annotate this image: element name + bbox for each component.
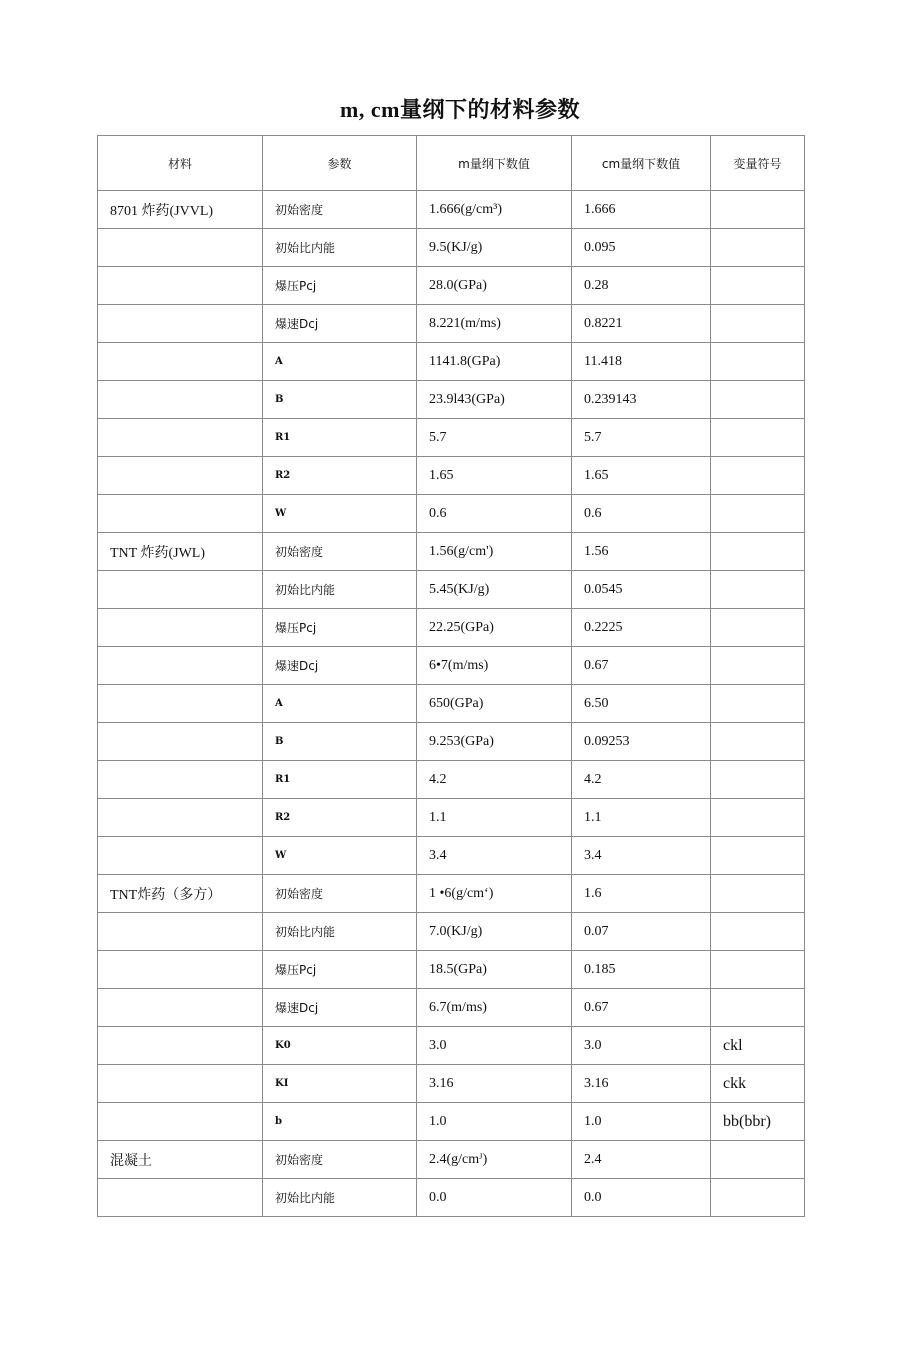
- table-row: [98, 913, 805, 951]
- table-row: [98, 1141, 805, 1179]
- variable-symbol-cell: bb(bbr): [711, 1103, 805, 1141]
- table-row: [98, 495, 805, 533]
- table-row: [98, 191, 805, 229]
- cm-value-cell: 0.8221: [572, 305, 711, 343]
- table-row: [98, 305, 805, 343]
- table-row: [98, 1103, 805, 1141]
- table-row: [98, 229, 805, 267]
- table-row: [98, 343, 805, 381]
- m-value-cell: 5.7: [417, 419, 572, 457]
- cm-value-cell: 3.4: [572, 837, 711, 875]
- variable-symbol-cell: [711, 267, 805, 305]
- m-value-cell: 6.7(m/ms): [417, 989, 572, 1027]
- parameter-cell: 初始比内能: [263, 1179, 417, 1217]
- table-row: [98, 685, 805, 723]
- material-cell: TNT炸药（多方）: [98, 875, 263, 913]
- m-value-cell: 5.45(KJ/g): [417, 571, 572, 609]
- variable-symbol-cell: ckk: [711, 1065, 805, 1103]
- header-row: [98, 136, 805, 191]
- m-value-cell: 9.253(GPa): [417, 723, 572, 761]
- cm-value-cell: 1.666: [572, 191, 711, 229]
- table-row: [98, 837, 805, 875]
- table-row: [98, 647, 805, 685]
- variable-symbol-cell: [711, 1179, 805, 1217]
- variable-symbol-cell: [711, 533, 805, 571]
- parameter-cell: 爆速Dcj: [263, 305, 417, 343]
- header-variable-symbol: 变量符号: [711, 136, 805, 191]
- material-cell: [98, 381, 263, 419]
- table-row: [98, 533, 805, 571]
- material-cell: [98, 647, 263, 685]
- variable-symbol-cell: [711, 1141, 805, 1179]
- variable-symbol-cell: [711, 381, 805, 419]
- m-value-cell: 1.0: [417, 1103, 572, 1141]
- parameter-cell: 初始比内能: [263, 229, 417, 267]
- variable-symbol-cell: [711, 647, 805, 685]
- table-row: [98, 951, 805, 989]
- table-row: [98, 609, 805, 647]
- m-value-cell: 0.6: [417, 495, 572, 533]
- page-title: m, cm量纲下的材料参数: [340, 97, 580, 122]
- material-cell: [98, 1027, 263, 1065]
- variable-symbol-cell: [711, 989, 805, 1027]
- variable-symbol-cell: [711, 229, 805, 267]
- variable-symbol-cell: [711, 875, 805, 913]
- parameter-cell: KI: [263, 1065, 417, 1103]
- m-value-cell: 8.221(m/ms): [417, 305, 572, 343]
- parameter-cell: 爆速Dcj: [263, 647, 417, 685]
- material-cell: [98, 1179, 263, 1217]
- material-cell: [98, 1065, 263, 1103]
- m-value-cell: 18.5(GPa): [417, 951, 572, 989]
- material-cell: [98, 495, 263, 533]
- table-row: [98, 1027, 805, 1065]
- m-value-cell: 28.0(GPa): [417, 267, 572, 305]
- material-cell: [98, 1103, 263, 1141]
- m-value-cell: 2.4(g/cmᴶ): [417, 1141, 572, 1179]
- header-m-value: m量纲下数值: [417, 136, 572, 191]
- cm-value-cell: 11.418: [572, 343, 711, 381]
- m-value-cell: 6•7(m/ms): [417, 647, 572, 685]
- parameter-cell: 爆压Pcj: [263, 609, 417, 647]
- material-parameters-table: [97, 135, 805, 1217]
- m-value-cell: 22.25(GPa): [417, 609, 572, 647]
- variable-symbol-cell: [711, 799, 805, 837]
- variable-symbol-cell: [711, 723, 805, 761]
- cm-value-cell: 3.0: [572, 1027, 711, 1065]
- m-value-cell: 0.0: [417, 1179, 572, 1217]
- header-material: 材料: [98, 136, 263, 191]
- parameter-cell: B: [263, 723, 417, 761]
- parameter-cell: R1: [263, 419, 417, 457]
- variable-symbol-cell: [711, 419, 805, 457]
- table-row: [98, 457, 805, 495]
- variable-symbol-cell: [711, 951, 805, 989]
- cm-value-cell: 0.07: [572, 913, 711, 951]
- table-row: [98, 1179, 805, 1217]
- material-cell: [98, 571, 263, 609]
- cm-value-cell: 4.2: [572, 761, 711, 799]
- cm-value-cell: 0.185: [572, 951, 711, 989]
- parameter-cell: W: [263, 495, 417, 533]
- material-cell: 混凝土: [98, 1141, 263, 1179]
- m-value-cell: 23.9l43(GPa): [417, 381, 572, 419]
- parameter-cell: 爆速Dcj: [263, 989, 417, 1027]
- material-cell: [98, 989, 263, 1027]
- material-cell: TNT 炸药(JWL): [98, 533, 263, 571]
- m-value-cell: 1.56(g/cm'): [417, 533, 572, 571]
- parameter-cell: R1: [263, 761, 417, 799]
- cm-value-cell: 1.56: [572, 533, 711, 571]
- parameter-cell: 初始比内能: [263, 571, 417, 609]
- parameter-cell: 初始密度: [263, 875, 417, 913]
- m-value-cell: 650(GPa): [417, 685, 572, 723]
- cm-value-cell: 0.28: [572, 267, 711, 305]
- variable-symbol-cell: [711, 609, 805, 647]
- variable-symbol-cell: [711, 191, 805, 229]
- cm-value-cell: 0.0545: [572, 571, 711, 609]
- material-cell: [98, 761, 263, 799]
- parameter-cell: R2: [263, 457, 417, 495]
- parameter-cell: 初始比内能: [263, 913, 417, 951]
- m-value-cell: 1.1: [417, 799, 572, 837]
- m-value-cell: 3.4: [417, 837, 572, 875]
- cm-value-cell: 1.65: [572, 457, 711, 495]
- cm-value-cell: 0.0: [572, 1179, 711, 1217]
- material-cell: [98, 305, 263, 343]
- m-value-cell: 3.16: [417, 1065, 572, 1103]
- m-value-cell: 1 •6(g/cm‘): [417, 875, 572, 913]
- cm-value-cell: 1.0: [572, 1103, 711, 1141]
- m-value-cell: 1141.8(GPa): [417, 343, 572, 381]
- parameter-cell: K0: [263, 1027, 417, 1065]
- parameter-cell: A: [263, 685, 417, 723]
- variable-symbol-cell: [711, 571, 805, 609]
- material-cell: [98, 609, 263, 647]
- header-cm-value: cm量纲下数值: [572, 136, 711, 191]
- material-cell: [98, 343, 263, 381]
- table-row: [98, 799, 805, 837]
- cm-value-cell: 2.4: [572, 1141, 711, 1179]
- parameter-cell: 初始密度: [263, 533, 417, 571]
- material-cell: [98, 267, 263, 305]
- material-cell: [98, 799, 263, 837]
- variable-symbol-cell: [711, 913, 805, 951]
- parameter-cell: 爆压Pcj: [263, 267, 417, 305]
- table-row: [98, 571, 805, 609]
- table-row: [98, 875, 805, 913]
- table-row: [98, 419, 805, 457]
- parameter-cell: 初始密度: [263, 191, 417, 229]
- cm-value-cell: 0.67: [572, 989, 711, 1027]
- m-value-cell: 3.0: [417, 1027, 572, 1065]
- material-cell: [98, 685, 263, 723]
- table-row: [98, 1065, 805, 1103]
- cm-value-cell: 0.2225: [572, 609, 711, 647]
- cm-value-cell: 0.239143: [572, 381, 711, 419]
- material-cell: [98, 723, 263, 761]
- cm-value-cell: 0.095: [572, 229, 711, 267]
- variable-symbol-cell: [711, 343, 805, 381]
- m-value-cell: 9.5(KJ/g): [417, 229, 572, 267]
- variable-symbol-cell: [711, 305, 805, 343]
- parameter-cell: W: [263, 837, 417, 875]
- material-cell: [98, 913, 263, 951]
- material-cell: [98, 419, 263, 457]
- table-row: [98, 267, 805, 305]
- cm-value-cell: 3.16: [572, 1065, 711, 1103]
- m-value-cell: 1.65: [417, 457, 572, 495]
- cm-value-cell: 1.6: [572, 875, 711, 913]
- table-row: [98, 761, 805, 799]
- variable-symbol-cell: [711, 495, 805, 533]
- material-cell: 8701 炸药(JVVL): [98, 191, 263, 229]
- material-cell: [98, 951, 263, 989]
- m-value-cell: 7.0(KJ/g): [417, 913, 572, 951]
- variable-symbol-cell: [711, 837, 805, 875]
- parameter-cell: 爆压Pcj: [263, 951, 417, 989]
- parameter-cell: R2: [263, 799, 417, 837]
- parameter-cell: 初始密度: [263, 1141, 417, 1179]
- cm-value-cell: 5.7: [572, 419, 711, 457]
- cm-value-cell: 0.6: [572, 495, 711, 533]
- parameter-cell: A: [263, 343, 417, 381]
- m-value-cell: 1.666(g/cm³): [417, 191, 572, 229]
- table-row: [98, 989, 805, 1027]
- variable-symbol-cell: [711, 761, 805, 799]
- material-cell: [98, 837, 263, 875]
- variable-symbol-cell: [711, 685, 805, 723]
- cm-value-cell: 0.67: [572, 647, 711, 685]
- variable-symbol-cell: [711, 457, 805, 495]
- material-cell: [98, 229, 263, 267]
- material-cell: [98, 457, 263, 495]
- header-parameter: 参数: [263, 136, 417, 191]
- cm-value-cell: 1.1: [572, 799, 711, 837]
- table-row: [98, 723, 805, 761]
- cm-value-cell: 6.50: [572, 685, 711, 723]
- parameter-cell: B: [263, 381, 417, 419]
- table-row: [98, 381, 805, 419]
- variable-symbol-cell: ckl: [711, 1027, 805, 1065]
- m-value-cell: 4.2: [417, 761, 572, 799]
- parameter-cell: b: [263, 1103, 417, 1141]
- cm-value-cell: 0.09253: [572, 723, 711, 761]
